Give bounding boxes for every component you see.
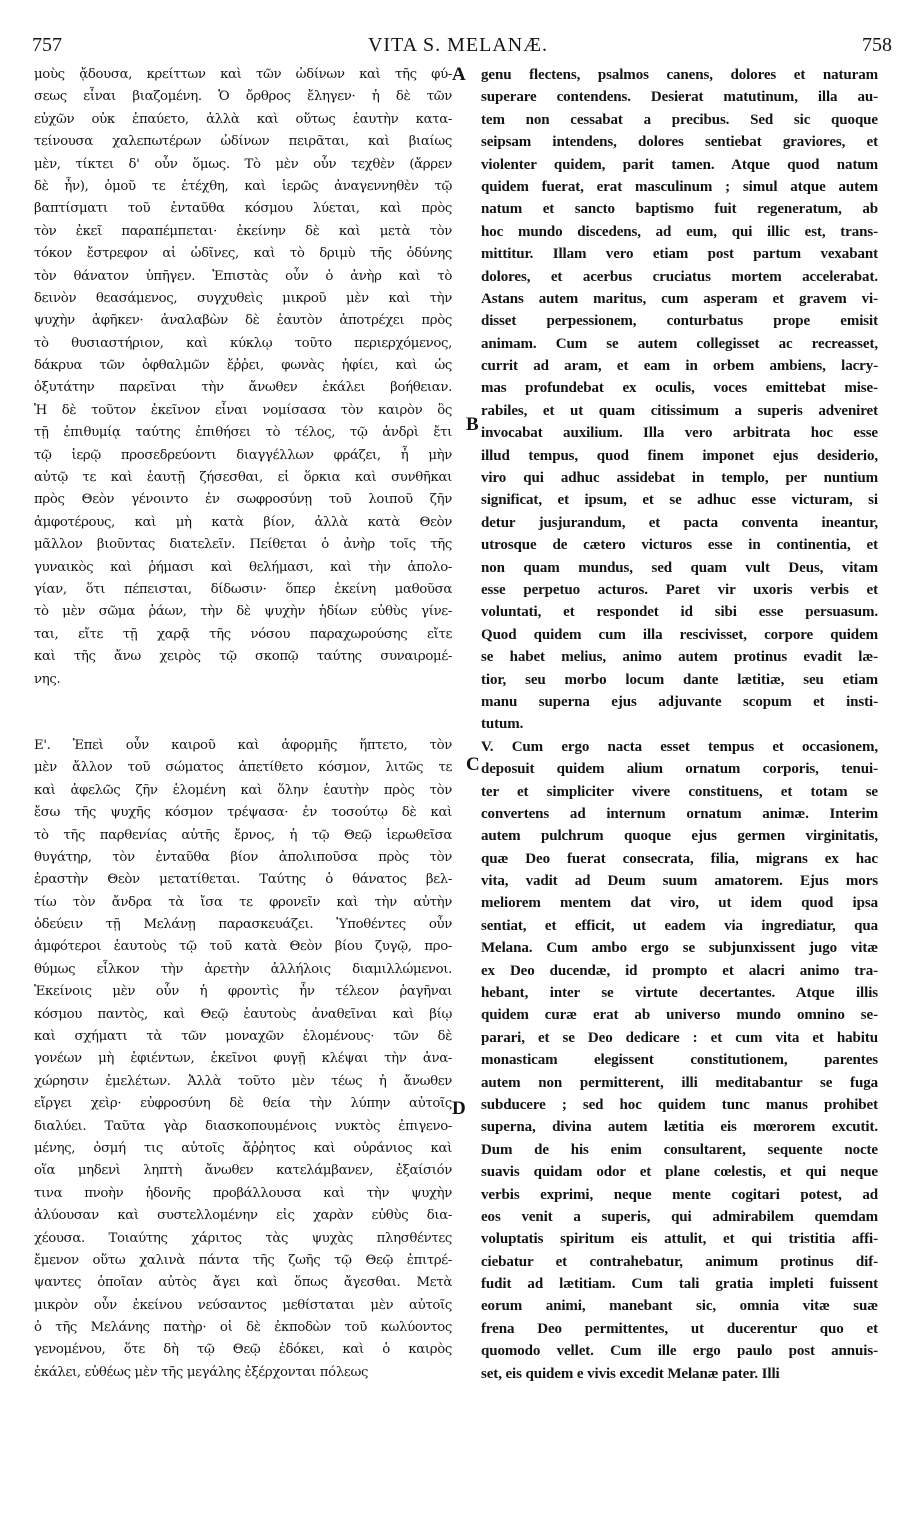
text-line: δεινὸν θεασάμενος, συγχυθεὶς μικροῦ μὲν καὶ τὴν (34, 290, 452, 306)
margin-letter-b: B (466, 414, 479, 435)
text-line: ψαντες ὁποῖαν αὐτὸς ἄγει καὶ ὅπως ἄγεσθαι. Μετὰ (34, 1275, 452, 1291)
text-line: quidem fuerat, erat masculinum ; simul atque autem (481, 178, 878, 195)
text-line: hoc mundo discedens, ad eum, qui illic est, trans- (481, 223, 878, 240)
text-line: monasticam elegissent constitutionem, parentes (481, 1052, 878, 1069)
text-line: illud tempus, quod finem imponet ejus desiderio, (481, 447, 878, 464)
text-line: Ε'. Ἐπεὶ οὖν καιροῦ καὶ ἀφορμῆς ἥπτετο, τὸν (34, 737, 452, 753)
text-line: τόκον ἔστρεφον αἱ ὠδῖνες, καὶ τὸ δριμὺ τῆς ὀδύνης (34, 246, 452, 262)
text-line: πρὸς Θεὸν γένοιντο ἐν σωφροσύνῃ τοῦ λοιποῦ ζῆν (34, 492, 452, 508)
text-line: βαπτίσματι τοῦ ἐνταῦθα κόσμου λύεται, καὶ πρὸς (34, 201, 452, 217)
text-line: esse perpetuo acturos. Paret vir uxoris verbis et (481, 581, 878, 598)
greek-paragraph-2 (34, 735, 452, 1384)
text-line: εἴργει χεὶρ· εὐφροσύνη δὲ θεία τὴν λύπην αὐτοῖς (34, 1096, 452, 1112)
text-line: suavis quidam odor et plane cœlestis, et qui neque (481, 1164, 878, 1181)
text-line: τῷ ἱερῷ προσεδρεύοντι διαγγέλλων φράζει, ἦ μὴν (34, 447, 452, 463)
text-line: non quam mundus, sed quam vult Deus, vitam (481, 559, 878, 576)
text-line: quomodo vellet. Cum ille ergo paulo post annuis- (481, 1343, 878, 1360)
text-line: utrosque de cætero victuros esse in continentia, et (481, 537, 878, 554)
paragraph-gap (34, 691, 452, 735)
text-line: τίω τὸν ἄνδρα τὰ ἴσα τε φρονεῖν καὶ τὴν αὐτὴν (34, 894, 452, 910)
text-line: ἔσω τῆς ψυχῆς κόσμον τρέψασα· ἐν τοσούτῳ δὲ καὶ (34, 805, 452, 821)
text-line: ἔμενον οὕτω χαλινὰ πάντα τῆς ζωῆς τῷ Θεῷ ἐπιτρέ- (34, 1252, 452, 1268)
text-line: χέουσα. Τοιαύτης χάριτος τὰς ψυχὰς πλησθέντες (34, 1230, 452, 1246)
latin-paragraph-1 (481, 64, 878, 736)
text-line: vita, vadit ad Deum suum amatorem. Ejus mors (481, 873, 878, 890)
text-line: Ἐκείνοις μὲν οὖν ἡ φροντὶς ἦν τέλεον ῥαγῆναι (34, 984, 452, 1000)
text-line: ἀλύουσαν καὶ συστελλομένην εἰς χαρὰν εὐθὺς δια- (34, 1208, 452, 1224)
text-line: ὁδεύειν τῇ Μελάνῃ παρασκευάζει. Ὑποθέντες οὖν (34, 917, 452, 933)
text-line: manu superna ejus adjuvante scopum et insti- (481, 693, 878, 710)
text-line: seipsam intendens, dolores sentiebat graviores, et (481, 134, 878, 151)
text-line: Astans autem maritus, cum asperam et gravem vi- (481, 290, 878, 307)
text-line: subducere ; sed hoc quidem tunc manus prohibet (481, 1096, 878, 1113)
page-number-left: 757 (32, 34, 62, 56)
text-line: voluntati, et respondet id sibi esse persuasum. (481, 604, 878, 621)
text-line: μὲν ἄλλον τοῦ σώματος ἀπετίθετο κόσμον, λιτῶς τε (34, 760, 452, 776)
text-line: disset perpessionem, conturbatus prope emisit (481, 313, 878, 330)
text-line: tutum. (481, 716, 524, 733)
text-line: eos venit a superis, qui admirabilem quemdam (481, 1208, 878, 1225)
text-line: meliorem mentem dat viro, ut idem quod ipsa (481, 895, 878, 912)
text-line: ex Deo ducendæ, id prompto et alacri animo tra- (481, 962, 878, 979)
text-line: μένης, ὀσμή τις αὐτοῖς ἄῤῥητος καὶ οὐράνιος καὶ (34, 1140, 452, 1156)
text-line: Quod quidem cum illa rescivisset, corpore quidem (481, 626, 878, 643)
text-line: μὲν, τίκτει δ' οὖν ὅμως. Τὸ μὲν οὖν τεχθὲν (ἄρρεν (34, 156, 452, 172)
text-line: τῇ ἐπιθυμίᾳ ταύτης ἐπιθήσει τὸ τέλος, τῷ ἀνδρὶ ἔτι (34, 425, 452, 441)
text-line: superna, divina autem lætitia eis mœrorem excutit. (481, 1119, 878, 1136)
text-line: mittitur. Illam vero etiam post partum vexabant (481, 246, 878, 263)
text-line: deposuit quidem alium ornatum corporis, tenui- (481, 761, 878, 778)
text-line: se habet melius, animo autem protinus evadit læ- (481, 649, 878, 666)
text-line: hebant, inter se virtute decertantes. Atque illis (481, 985, 878, 1002)
text-line: ἀμφότεροι ἑαυτοὺς τῷ τοῦ κατὰ Θεὸν βίου ζυγῷ, προ- (34, 939, 452, 955)
text-line: μικρὸν οὖν ἐκείνου νεύσαντος μεθίσταται μὲν αὐτοῖς (34, 1297, 452, 1313)
text-line: mas profundebat ex oculis, voces emittebat mise- (481, 380, 878, 397)
text-line: superare contendens. Desierat matutinum, illa au- (481, 89, 878, 106)
text-line: νης. (34, 671, 61, 687)
text-line: tior, seu morbo locum dante lætitiæ, seu etiam (481, 671, 878, 688)
text-line: καὶ σχήματι τὰ τῶν μοναχῶν ἑλομένους· τῶν δὲ (34, 1029, 452, 1045)
text-line: εὐχῶν οὐκ ἐπαύετο, ἀλλὰ καὶ οὕτως ἑαυτὴν κατα- (34, 111, 452, 127)
text-line: τὸν ἐκεῖ παραπέμπεται· ἐκείνην δὲ καὶ μετὰ τὸν (34, 223, 452, 239)
text-line: αὐτῷ τε καὶ ἑαυτῇ ζήσεσθαι, εἰ ὅρκια καὶ συνθῆκαι (34, 470, 452, 486)
text-line: natum et sancto baptismo fuit regeneratum, ab (481, 201, 878, 218)
page-number-right: 758 (862, 34, 892, 56)
text-line: parari, et se Deo dedicare : et cum vita et habitu (481, 1029, 878, 1046)
text-line: τὸ τῆς παρθενίας αὐτῆς ἔρνος, ἡ τῷ Θεῷ ἱερωθεῖσα (34, 827, 452, 843)
text-line: δάκρυα τῶν ὀφθαλμῶν ἔῤῥει, φωνὰς ἠφίει, καὶ ὡς (34, 358, 452, 374)
text-line: quæ Deo fuerat consecrata, filia, migrans ex hac (481, 850, 878, 867)
text-line: ται, εἴτε τῇ χαρᾷ τῆς νόσου παραχωρούσης εἴτε (34, 626, 452, 642)
text-line: convertens ad internum ornatum animæ. Interim (481, 805, 878, 822)
margin-letter-c: C (466, 754, 480, 775)
text-line: rabiles, et ut quam citissimum a superis adveniret (481, 402, 878, 419)
text-line: τινα πνοὴν ἡδονῆς προβάλλουσα καὶ τὴν ψυχὴν (34, 1185, 452, 1201)
text-line: fudit ad lætitiam. Cum tali gratia impleti fuissent (481, 1276, 878, 1293)
text-line: violenter quidem, parit tamen. Atque quod natum (481, 156, 878, 173)
text-line: Melana. Cum ambo ergo se subjunxissent jugo vitæ (481, 940, 878, 957)
text-line: eorum animi, manebant sic, omnia vitæ suæ (481, 1298, 878, 1315)
text-line: διαλύει. Ταῦτα γὰρ διασκοπουμένοις νυκτὸς ἐπιγενο- (34, 1118, 452, 1134)
text-line: δὲ ἦν), ὁμοῦ τε ἐτέχθη, καὶ ἱερῶς ἀναγεννηθὲν τῷ (34, 178, 452, 194)
text-line: Ἡ δὲ τοῦτον ἐκεῖνον εἶναι νομίσασα τὸν καιρὸν ὃς (34, 402, 452, 418)
text-line: ὀξυτάτην παρεῖναι τὴν ἄνωθεν ἐκάλει βοήθειαν. (34, 380, 452, 396)
text-line: currit ad aram, et eam in orbem ambiens, lacry- (481, 358, 878, 375)
text-line: μοὺς ᾄδουσα, κρείττων καὶ τῶν ὠδίνων καὶ τῆς φύ- (34, 67, 452, 82)
text-line: detur jusjurandum, et pacta conventa ineantur, (481, 514, 878, 531)
text-line: viro qui adhuc assidebat in templo, per nuntium (481, 470, 878, 487)
text-line: τὸ μὲν σῶμα ῥάων, τὴν δὲ ψυχὴν ἡδίων εὐθὺς γίνε- (34, 604, 452, 620)
text-line: τείνουσα χαλεπωτέρων ὠδίνων πειρᾶται, καὶ βιαίως (34, 134, 452, 150)
text-line: καὶ τῆς ἄνω χειρὸς τῷ σκοπῷ ταύτης συναιρομέ- (34, 649, 452, 665)
text-line: ἐραστὴν Θεὸν μετατίθεται. Ταύτης ὁ θάνατος βελ- (34, 872, 452, 888)
text-line: τὸν θάνατον ὑπῆγεν. Ἐπιστὰς οὖν ὁ ἀνὴρ καὶ τὸ (34, 268, 452, 284)
margin-letter-a: A (452, 64, 466, 85)
text-line: ψυχὴν ἀφῆκεν· ἀναλαβὼν δὲ ἑαυτὸν ἀποτρέχει πρὸς (34, 313, 452, 329)
text-line: genu flectens, psalmos canens, dolores et naturam (481, 67, 878, 83)
text-line: ciebatur et contrahebatur, animum protinus dif- (481, 1253, 878, 1270)
margin-letter-d: D (452, 1098, 466, 1119)
text-line: significat, et ipsum, et se adhuc esse victuram, si (481, 492, 878, 509)
text-line: καὶ ἀφελῶς ζῆν ἑλομένη καὶ ὅλην ἑαυτὴν πρὸς τὸν (34, 782, 452, 798)
running-title: VITA S. MELANÆ. (367, 34, 549, 56)
text-line: τὸ θυσιαστήριον, καὶ κύκλῳ τοῦτο περιερχόμενος, (34, 335, 452, 351)
text-line: voluptatis spiritum eis attulit, et qui tristitia affi- (481, 1231, 878, 1248)
text-line: γυναικὸς καὶ ῥήμασι καὶ θελήμασι, καὶ τὴν ἀπολο- (34, 559, 452, 575)
text-line: V. Cum ergo nacta esset tempus et occasionem, (481, 738, 878, 755)
text-line: θυγάτηρ, τὸν ἐνταῦθα βίον ἀπολιποῦσα πρὸς τὸν (34, 849, 452, 865)
text-line: dolores, et acerbus cruciatus mortem accelerabat. (481, 268, 878, 285)
text-line: Dum de his enim consultarent, sequente nocte (481, 1141, 878, 1158)
greek-paragraph-1 (34, 64, 452, 691)
text-line: autem non permitterent, illi meditabantur se fuga (481, 1074, 878, 1091)
text-line: autem pulchrum quoque ejus germen virginitatis, (481, 828, 878, 845)
latin-column (481, 64, 878, 1385)
text-line: οἵα μηδενὶ ληπτὴ ἄνωθεν κατελάμβανεν, ἐξαίσιόν (34, 1163, 452, 1179)
text-line: χώρησιν ἐμελέτων. Ἀλλὰ τοῦτο μὲν τέως ἡ ἄνωθεν (34, 1073, 452, 1089)
text-line: σεως εἶναι βιαζομένη. Ὁ ὄρθρος ἔληγεν· ἡ δὲ τῶν (34, 89, 452, 105)
text-line: ὁ τῆς Μελάνης πατὴρ· οἱ δὲ ἐκποδὼν τοῦ κωλύοντος (34, 1320, 452, 1336)
text-line: ἐκάλει, εὐθέως μὲν τῆς μεγάλης ἐξέρχονται πόλεως (34, 1364, 369, 1380)
text-line: set, eis quidem e vivis excedit Melanæ pater. Illi (481, 1365, 780, 1382)
text-line: frena Deo permittentes, ut ducerentur quo et (481, 1320, 878, 1337)
text-line: ter et simpliciter vivere constituens, et totam se (481, 783, 878, 800)
text-line: γίαν, ὅτι πέπεισται, δίδωσιν· ὅπερ ἐκείνη μαθοῦσα (34, 581, 452, 597)
text-line: γενομένου, ὅτε δὴ τῷ Θεῷ ἐδόκει, καὶ ὁ καιρὸς (34, 1342, 452, 1358)
text-line: μᾶλλον βιοῦντας διατελεῖν. Πείθεται ὁ ἀνὴρ τοῖς τῆς (34, 537, 452, 553)
text-line: γονέων μὴ ἐφιέντων, ἐκεῖνοι φυγῇ κλέψαι τὴν ἀνα- (34, 1051, 452, 1067)
text-line: κόσμου παντὸς, καὶ Θεῷ ἑαυτοὺς ἀναθεῖναι καὶ βίῳ (34, 1006, 452, 1022)
text-line: quidem curæ erat ab universo mundo omnino se- (481, 1007, 878, 1024)
text-line: θύμως εἷλκον τὴν ἀρετὴν ἀλλήλοις διαμιλλώμενοι. (34, 961, 452, 977)
greek-column (34, 64, 452, 1384)
text-line: tem non cessabat a precibus. Sed sic quoque (481, 111, 878, 128)
text-line: verbis exprimi, neque mente cogitari potest, ad (481, 1186, 878, 1203)
latin-paragraph-2 (481, 736, 878, 1385)
text-line: ἀμφοτέρους, καὶ μὴ κατὰ βίον, ἀλλὰ κατὰ Θεὸν (34, 514, 452, 530)
text-line: invocabat auxilium. Illa vero arbitrata hoc esse (481, 425, 878, 442)
page-header (24, 34, 892, 60)
text-line: animam. Cum se autem collegisset ac recreasset, (481, 335, 878, 352)
text-line: sentiat, et efficit, ut eadem via ingrediatur, qua (481, 917, 878, 934)
